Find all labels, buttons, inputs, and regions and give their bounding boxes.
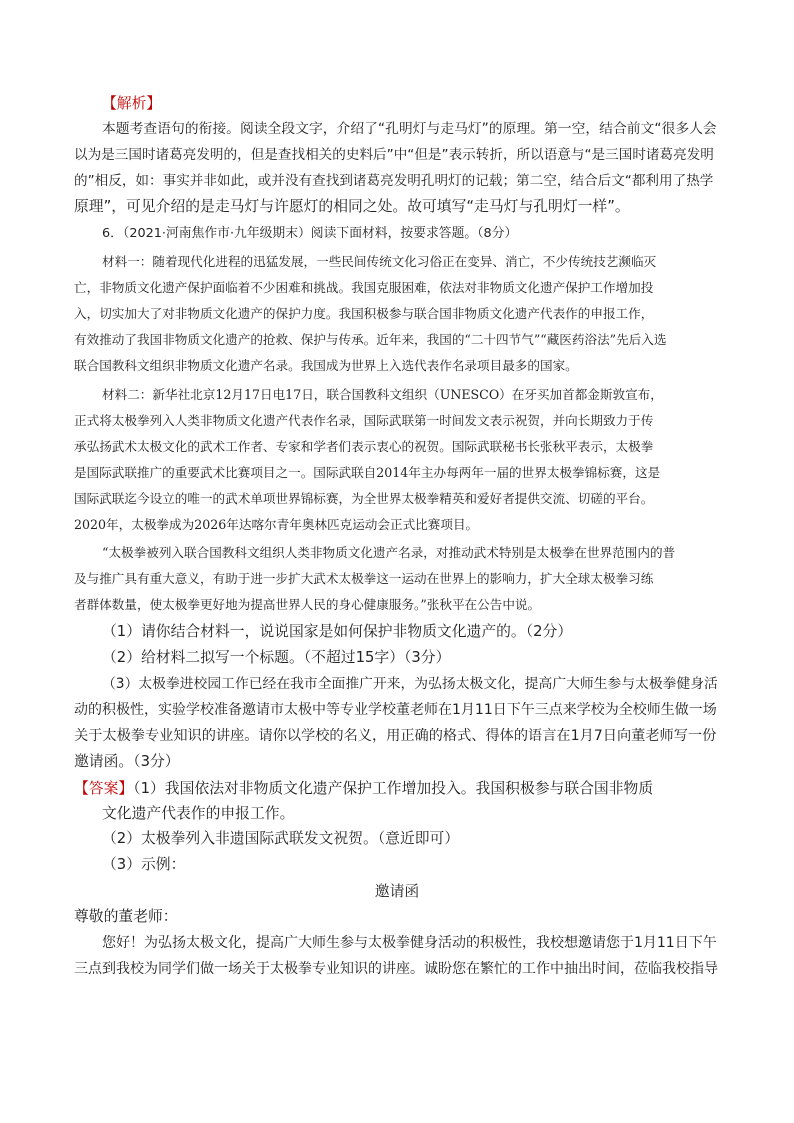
- material-two-line: 承弘扬武术太极文化的武术工作者、专家和学者们表示衷心的祝贺。国际武联秘书长张秋平表示，太极拳: [74, 439, 654, 454]
- material-two-line: 国际武联迄今设立的唯一的武术单项世界锦标赛，为全世界太极拳精英和爱好者提供交流、切磋的平台。: [74, 491, 654, 506]
- answer-text: （1）我国依法对非物质文化遗产保护工作增加投入。我国积极参与联合国非物质: [133, 780, 654, 797]
- answer-line-3: （2）太极拳列入非遗国际武联发文祝贺。（意近即可）: [102, 830, 460, 847]
- analysis-line: 原理”，可见介绍的是走马灯与许愿灯的相同之处。故可填写“走马灯与孔明灯一样”。: [74, 198, 630, 215]
- letter-body-line: 您好！为弘扬太极文化，提高广大师生参与太极拳健身活动的积极性，我校想邀请您于1月11日下午: [102, 935, 717, 951]
- sub-question-3-line: 邀请函。（3分）: [74, 753, 180, 770]
- answer-line-1: [74, 779, 653, 799]
- answer-label: 【答案】: [74, 780, 134, 797]
- material-two-line: 材料二：新华社北京12月17日电17日，联合国教科文组织（UNESCO）在牙买加首都金斯敦宣布，: [102, 387, 663, 402]
- quote-line: 及与推广具有重大意义，有助于进一步扩大武术太极拳这一运动在世界上的影响力，扩大全球太极拳习练: [74, 571, 654, 586]
- quote-line: “太极拳被列入联合国教科文组织人类非物质文化遗产名录，对推动武术特别是太极拳在世界范围内的普: [102, 545, 676, 560]
- quote-line: 者群体数量，使太极拳更好地为提高世界人民的身心健康服务。”张秋平在公告中说。: [74, 597, 541, 612]
- material-two-line: 正式将太极拳列入人类非物质文化遗产代表作名录，国际武联第一时间发文表示祝贺，并向长期致力于传: [74, 413, 654, 428]
- sub-question-3-line: 关于太极拳专业知识的讲座。请你以学校的名义，用正确的格式、得体的语言在1月7日向董老师写一份: [74, 728, 717, 744]
- analysis-line: 本题考查语句的衔接。阅读全段文字，介绍了“孔明灯与走马灯”的原理。第一空，结合前文“很多人会: [102, 121, 717, 137]
- letter-salutation: 尊敬的董老师：: [74, 908, 178, 925]
- material-two-line: 2020年，太极拳成为2026年达喀尔青年奥林匹克运动会正式比赛项目。: [74, 517, 479, 532]
- sub-question-2: （2）给材料二拟写一个标题。（不超过15字）（3分）: [102, 649, 451, 666]
- material-one-line: 有效推动了我国非物质文化遗产的抢救、保护与传承。近年来，我国的“二十四节气”“藏医药浴法”先后入选: [74, 332, 667, 347]
- letter-title: 邀请函: [374, 883, 420, 900]
- sub-question-3-line: 动的积极性，实验学校准备邀请市太极中等专业学校董老师在1月11日下午三点来学校为全校师生做一场: [74, 702, 717, 718]
- answer-line-2: 文化遗产代表作的申报工作。: [102, 805, 295, 822]
- material-one-line: 联合国教科文组织非物质文化遗产名录。我国成为世界上入选代表作名录项目最多的国家。: [74, 358, 578, 373]
- material-one-line: 材料一：随着现代化进程的迅猛发展，一些民间传统文化习俗正在变异、消亡，不少传统技艺濒临灭: [102, 254, 657, 269]
- sub-question-1: （1）请你结合材料一，说说国家是如何保护非物质文化遗产的。（2分）: [102, 623, 573, 640]
- material-one-line: 亡，非物质文化遗产保护面临着不少困难和挑战。我国克服困难，依法对非物质文化遗产保护工作增加投: [74, 280, 654, 295]
- answer-line-4: （3）示例：: [102, 856, 186, 873]
- analysis-line: 的”相反，如：事实并非如此，或并没有查找到诸葛亮发明孔明灯的记载；第二空，结合后文“都利用了热学: [74, 173, 714, 189]
- analysis-line: 以为是三国时诸葛亮发明的，但是查找相关的史料后”中“但是”表示转折，所以语意与“是三国时诸葛亮发明: [74, 147, 714, 163]
- question-header: 6．（2021·河南焦作市·九年级期末）阅读下面材料，按要求答题。（8分）: [102, 226, 518, 241]
- sub-question-3: （3）太极拳进校园工作已经在我市全面推广开来，为弘扬太极文化，提高广大师生参与太极拳健身活: [102, 676, 718, 692]
- letter-body-line: 三点到我校为同学们做一场关于太极拳专业知识的讲座。诚盼您在繁忙的工作中抽出时间，莅临我校指导: [74, 961, 718, 977]
- analysis-label: 【解析】: [102, 95, 162, 112]
- material-one-line: 入，切实加大了对非物质文化遗产的保护力度。我国积极参与联合国非物质文化遗产代表作的申报工作，: [74, 306, 654, 321]
- material-two-line: 是国际武联推广的重要武术比赛项目之一。国际武联自2014年主办每两年一届的世界太极拳锦标赛，这是: [74, 465, 661, 480]
